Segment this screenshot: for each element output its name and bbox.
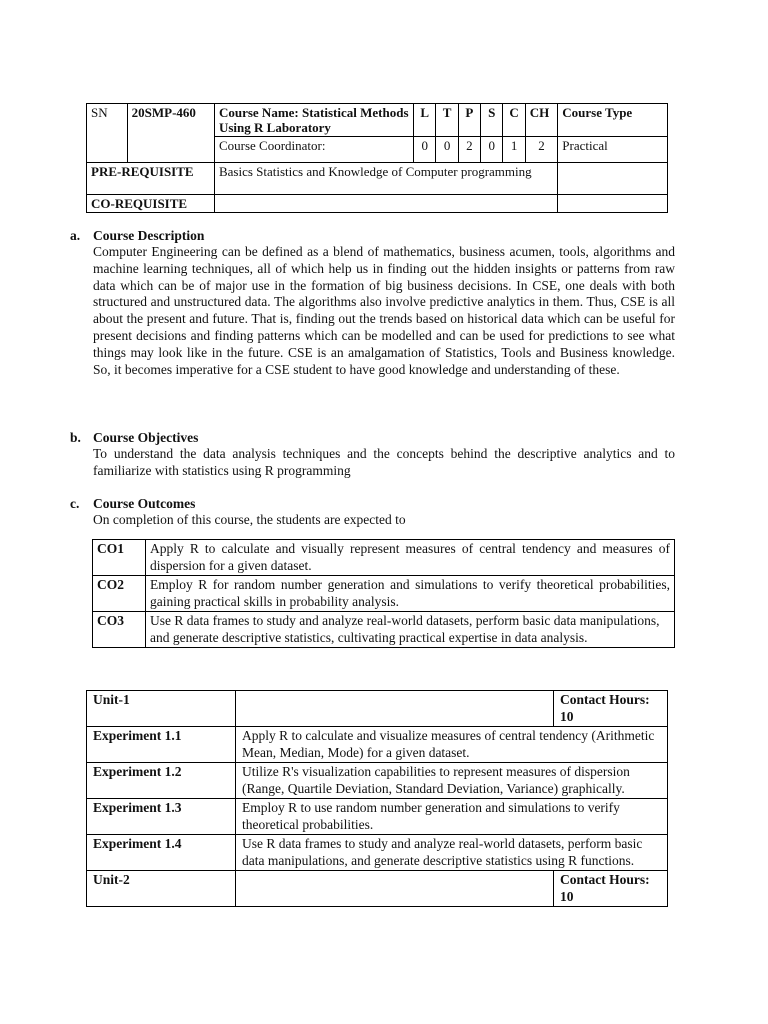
course-type-label: Course Type bbox=[558, 104, 668, 137]
course-type-value: Practical bbox=[558, 137, 668, 163]
contact-hours: Contact Hours: 10 bbox=[554, 871, 668, 907]
outcomes-table bbox=[92, 539, 675, 648]
outcome-code: CO3 bbox=[93, 612, 146, 648]
course-objectives-section bbox=[70, 429, 675, 480]
prerequisite-label: PRE-REQUISITE bbox=[87, 163, 215, 195]
course-info-table bbox=[86, 103, 668, 213]
table-row bbox=[87, 727, 668, 763]
table-row bbox=[93, 540, 675, 576]
course-coordinator: Course Coordinator: bbox=[214, 137, 413, 163]
outcome-text: Employ R for random number generation and simulations to verify theoretical probabilities, gaining practical skills in probability analysis. bbox=[146, 576, 675, 612]
section-marker: a. bbox=[70, 228, 81, 243]
ltp-header: C bbox=[503, 104, 525, 137]
experiment-text: Utilize R's visualization capabilities to represent measures of dispersion (Range, Quartile Deviation, Standard Deviation, Variance) graphically. bbox=[236, 763, 668, 799]
course-code: 20SMP-460 bbox=[127, 104, 214, 163]
corequisite-label: CO-REQUISITE bbox=[87, 195, 215, 213]
course-name: Course Name: Statistical Methods Using R Laboratory bbox=[214, 104, 413, 137]
ltp-header: S bbox=[481, 104, 503, 137]
section-marker: c. bbox=[70, 496, 80, 511]
unit-blank bbox=[236, 871, 554, 907]
experiment-label: Experiment 1.4 bbox=[87, 835, 236, 871]
ltp-value: 1 bbox=[503, 137, 525, 163]
section-title: Course Description bbox=[93, 228, 205, 243]
course-objectives-text: To understand the data analysis techniques and the concepts behind the descriptive analytics and to familiarize with statistics using R programming bbox=[93, 446, 675, 478]
section-title: Course Outcomes bbox=[93, 496, 196, 511]
units-table bbox=[86, 690, 668, 907]
course-description-text: Computer Engineering can be defined as a blend of mathematics, business acumen, tools, algorithms and machine learning techniques, all of which help us in finding out the hidden insights or patterns from raw data which can be of major use in the formation of big business decisions. In CSE, one deals with both structured and unstructured data. The algorithms also involve predictive analytics in them. Thus, CSE is all about the present and future. That is, finding out the trends based on historical data which can be useful for present decisions and finding patterns which can be modelled and can be used for predictions to see what things may look like in the future. CSE is an amalgamation of Statistics, Tools and Business knowledge. So, it becomes imperative for a CSE student to have good knowledge and understanding of these. bbox=[93, 244, 675, 377]
experiment-text: Use R data frames to study and analyze real-world datasets, perform basic data manipulations, and generate descriptive statistics using R functions. bbox=[236, 835, 668, 871]
experiment-text: Employ R to use random number generation and simulations to verify theoretical probabilities. bbox=[236, 799, 668, 835]
ltp-header: CH bbox=[525, 104, 558, 137]
course-description-section bbox=[70, 227, 675, 378]
outcome-code: CO2 bbox=[93, 576, 146, 612]
ltp-header: P bbox=[458, 104, 480, 137]
course-outcomes-section bbox=[70, 495, 675, 529]
section-title: Course Objectives bbox=[93, 430, 199, 445]
unit-blank bbox=[236, 691, 554, 727]
experiment-label: Experiment 1.1 bbox=[87, 727, 236, 763]
ltp-value: 2 bbox=[458, 137, 480, 163]
ltp-value: 0 bbox=[481, 137, 503, 163]
unit-label: Unit-1 bbox=[87, 691, 236, 727]
course-outcomes-intro: On completion of this course, the students are expected to bbox=[93, 512, 406, 527]
corequisite-extra bbox=[558, 195, 668, 213]
section-marker: b. bbox=[70, 430, 81, 445]
unit-label: Unit-2 bbox=[87, 871, 236, 907]
table-row bbox=[93, 576, 675, 612]
ltp-header: L bbox=[414, 104, 436, 137]
ltp-value: 0 bbox=[436, 137, 458, 163]
table-row bbox=[87, 871, 668, 907]
table-row bbox=[93, 612, 675, 648]
experiment-text: Apply R to calculate and visualize measures of central tendency (Arithmetic Mean, Median, Mode) for a given dataset. bbox=[236, 727, 668, 763]
experiment-label: Experiment 1.2 bbox=[87, 763, 236, 799]
prerequisite-extra bbox=[558, 163, 668, 195]
ltp-value: 0 bbox=[414, 137, 436, 163]
sn-label: SN bbox=[87, 104, 128, 163]
table-row bbox=[87, 763, 668, 799]
table-row bbox=[87, 799, 668, 835]
contact-hours: Contact Hours: 10 bbox=[554, 691, 668, 727]
experiment-label: Experiment 1.3 bbox=[87, 799, 236, 835]
corequisite-value bbox=[214, 195, 557, 213]
ltp-value: 2 bbox=[525, 137, 558, 163]
table-row bbox=[87, 835, 668, 871]
outcome-text: Apply R to calculate and visually represent measures of central tendency and measures of dispersion for a given dataset. bbox=[146, 540, 675, 576]
prerequisite-value: Basics Statistics and Knowledge of Computer programming bbox=[214, 163, 557, 195]
outcome-text: Use R data frames to study and analyze real-world datasets, perform basic data manipulations, and generate descriptive statistics, cultivating practical expertise in data analysis. bbox=[146, 612, 675, 648]
outcome-code: CO1 bbox=[93, 540, 146, 576]
table-row bbox=[87, 691, 668, 727]
ltp-header: T bbox=[436, 104, 458, 137]
